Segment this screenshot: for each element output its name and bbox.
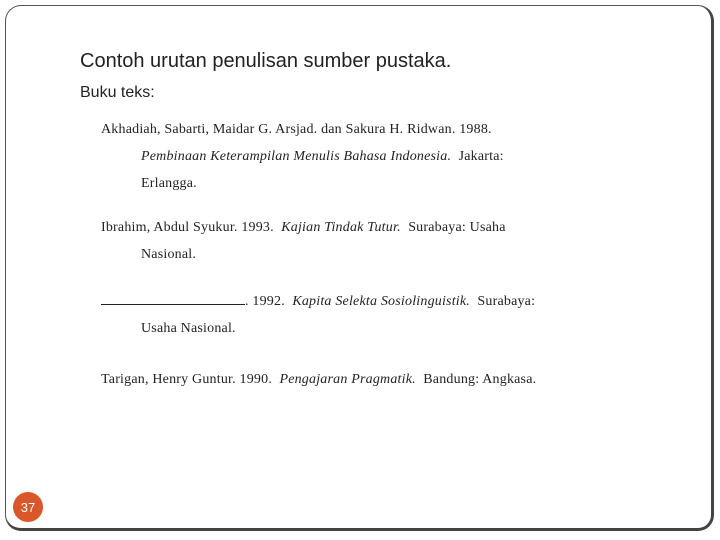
reference-publisher: Jakarta: bbox=[458, 149, 504, 164]
reference-title: Kajian Tindak Tutur. bbox=[281, 220, 401, 235]
reference-author: Akhadiah, Sabarti, Maidar G. Arsjad. dan Sakura H. Ridwan. 1988. bbox=[101, 122, 492, 137]
reference-publisher: Surabaya: Usaha bbox=[408, 220, 506, 235]
reference-entry bbox=[101, 288, 621, 342]
reference-publisher: Surabaya: bbox=[477, 294, 536, 309]
reference-title: Pengajaran Pragmatik. bbox=[279, 372, 416, 387]
slide-title: Contoh urutan penulisan sumber pustaka. bbox=[80, 50, 452, 72]
reference-publisher-cont: Erlangga. bbox=[141, 176, 197, 191]
same-author-blank-line bbox=[101, 292, 245, 305]
reference-publisher-cont: Usaha Nasional. bbox=[141, 321, 236, 336]
reference-entry bbox=[101, 366, 621, 393]
reference-publisher-cont: Nasional. bbox=[141, 247, 197, 262]
reference-title: Pembinaan Keterampilan Menulis Bahasa Indonesia. bbox=[141, 149, 452, 164]
reference-author: Ibrahim, Abdul Syukur. 1993. bbox=[101, 220, 274, 235]
reference-publisher: Bandung: Angkasa. bbox=[423, 372, 537, 387]
page-number-badge: 37 bbox=[13, 492, 43, 522]
reference-author: Tarigan, Henry Guntur. 1990. bbox=[101, 372, 273, 387]
reference-entry bbox=[101, 214, 621, 268]
reference-entry bbox=[101, 116, 621, 197]
slide-subtitle: Buku teks: bbox=[80, 84, 155, 101]
reference-title: Kapita Selekta Sosiolinguistik. bbox=[292, 294, 470, 309]
reference-year: . 1992. bbox=[245, 294, 285, 309]
